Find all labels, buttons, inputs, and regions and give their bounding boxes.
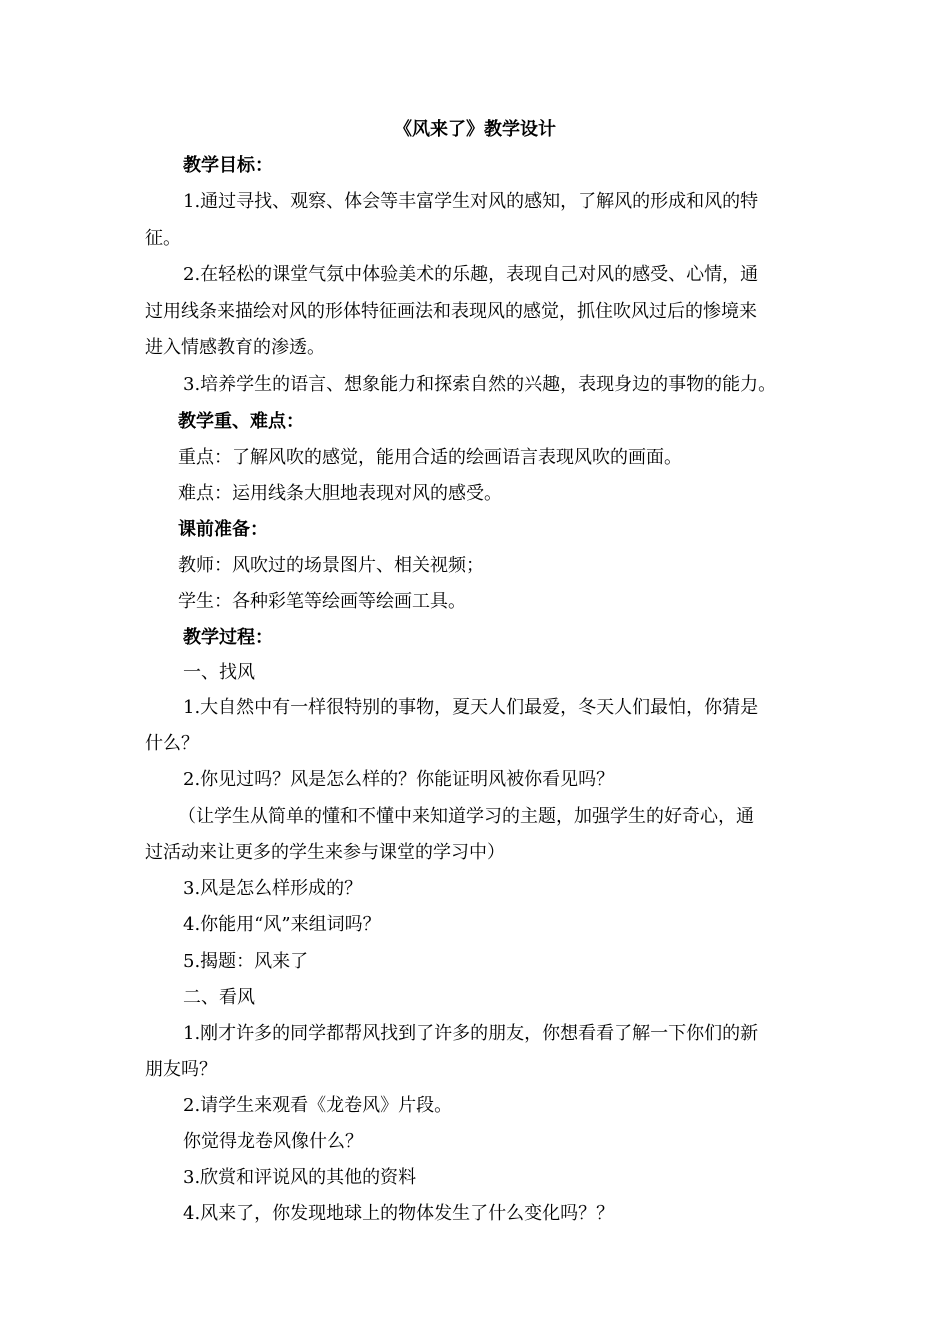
key-points-heading: 教学重、难点： xyxy=(178,411,304,432)
objective-3: 3.培养学生的语言、想象能力和探索自然的兴趣，表现身边的事物的能力。 xyxy=(183,374,777,395)
preparation-student: 学生：各种彩笔等绘画等绘画工具。 xyxy=(178,591,466,612)
section-2-q2-follow: 你觉得龙卷风像什么？ xyxy=(183,1131,363,1152)
difficult-point: 难点：运用线条大胆地表现对风的感受。 xyxy=(178,483,502,504)
objectives-heading: 教学目标： xyxy=(183,155,273,176)
section-1-heading: 一、找风 xyxy=(183,662,255,683)
section-1-q2: 2.你见过吗？风是怎么样的？你能证明风被你看见吗？ xyxy=(183,769,615,790)
section-1-q1-line-1: 1.大自然中有一样很特别的事物，夏天人们最爱，冬天人们最怕，你猜是 xyxy=(183,697,759,718)
section-2-q3: 3.欣赏和评说风的其他的资料 xyxy=(183,1167,417,1188)
preparation-heading: 课前准备： xyxy=(178,519,268,540)
objective-2-line-1: 2.在轻松的课堂气氛中体验美术的乐趣，表现自己对风的感受、心情，通 xyxy=(183,264,759,285)
section-2-q1-line-2: 朋友吗？ xyxy=(145,1059,217,1080)
document-title: 《风来了》教学设计 xyxy=(394,119,556,140)
key-point: 重点：了解风吹的感觉，能用合适的绘画语言表现风吹的画面。 xyxy=(178,447,682,468)
section-2-q2: 2.请学生来观看《龙卷风》片段。 xyxy=(183,1095,453,1116)
section-1-q5: 5.揭题：风来了 xyxy=(183,951,309,972)
section-1-q4: 4.你能用“风”来组词吗？ xyxy=(183,914,381,935)
section-1-q1-line-2: 什么？ xyxy=(145,733,199,754)
process-heading: 教学过程： xyxy=(183,627,273,648)
objective-2-line-3: 进入情感教育的渗透。 xyxy=(145,337,325,358)
objective-2-line-2: 过用线条来描绘对风的形体特征画法和表现风的感觉，抓住吹风过后的惨境来 xyxy=(145,301,757,322)
section-1-q3: 3.风是怎么样形成的？ xyxy=(183,878,363,899)
objective-1-line-1: 1.通过寻找、观察、体会等丰富学生对风的感知，了解风的形成和风的特 xyxy=(183,191,759,212)
section-2-q4: 4.风来了，你发现地球上的物体发生了什么变化吗？？ xyxy=(183,1203,615,1224)
objective-1-line-2: 征。 xyxy=(145,228,181,249)
section-1-note-line-2: 过活动来让更多的学生来参与课堂的学习中） xyxy=(145,842,505,863)
section-2-q1-line-1: 1.刚才许多的同学都帮风找到了许多的朋友，你想看看了解一下你们的新 xyxy=(183,1023,759,1044)
section-1-note-line-1: （让学生从简单的懂和不懂中来知道学习的主题，加强学生的好奇心，通 xyxy=(178,806,754,827)
section-2-heading: 二、看风 xyxy=(183,987,255,1008)
preparation-teacher: 教师：风吹过的场景图片、相关视频； xyxy=(178,555,484,576)
